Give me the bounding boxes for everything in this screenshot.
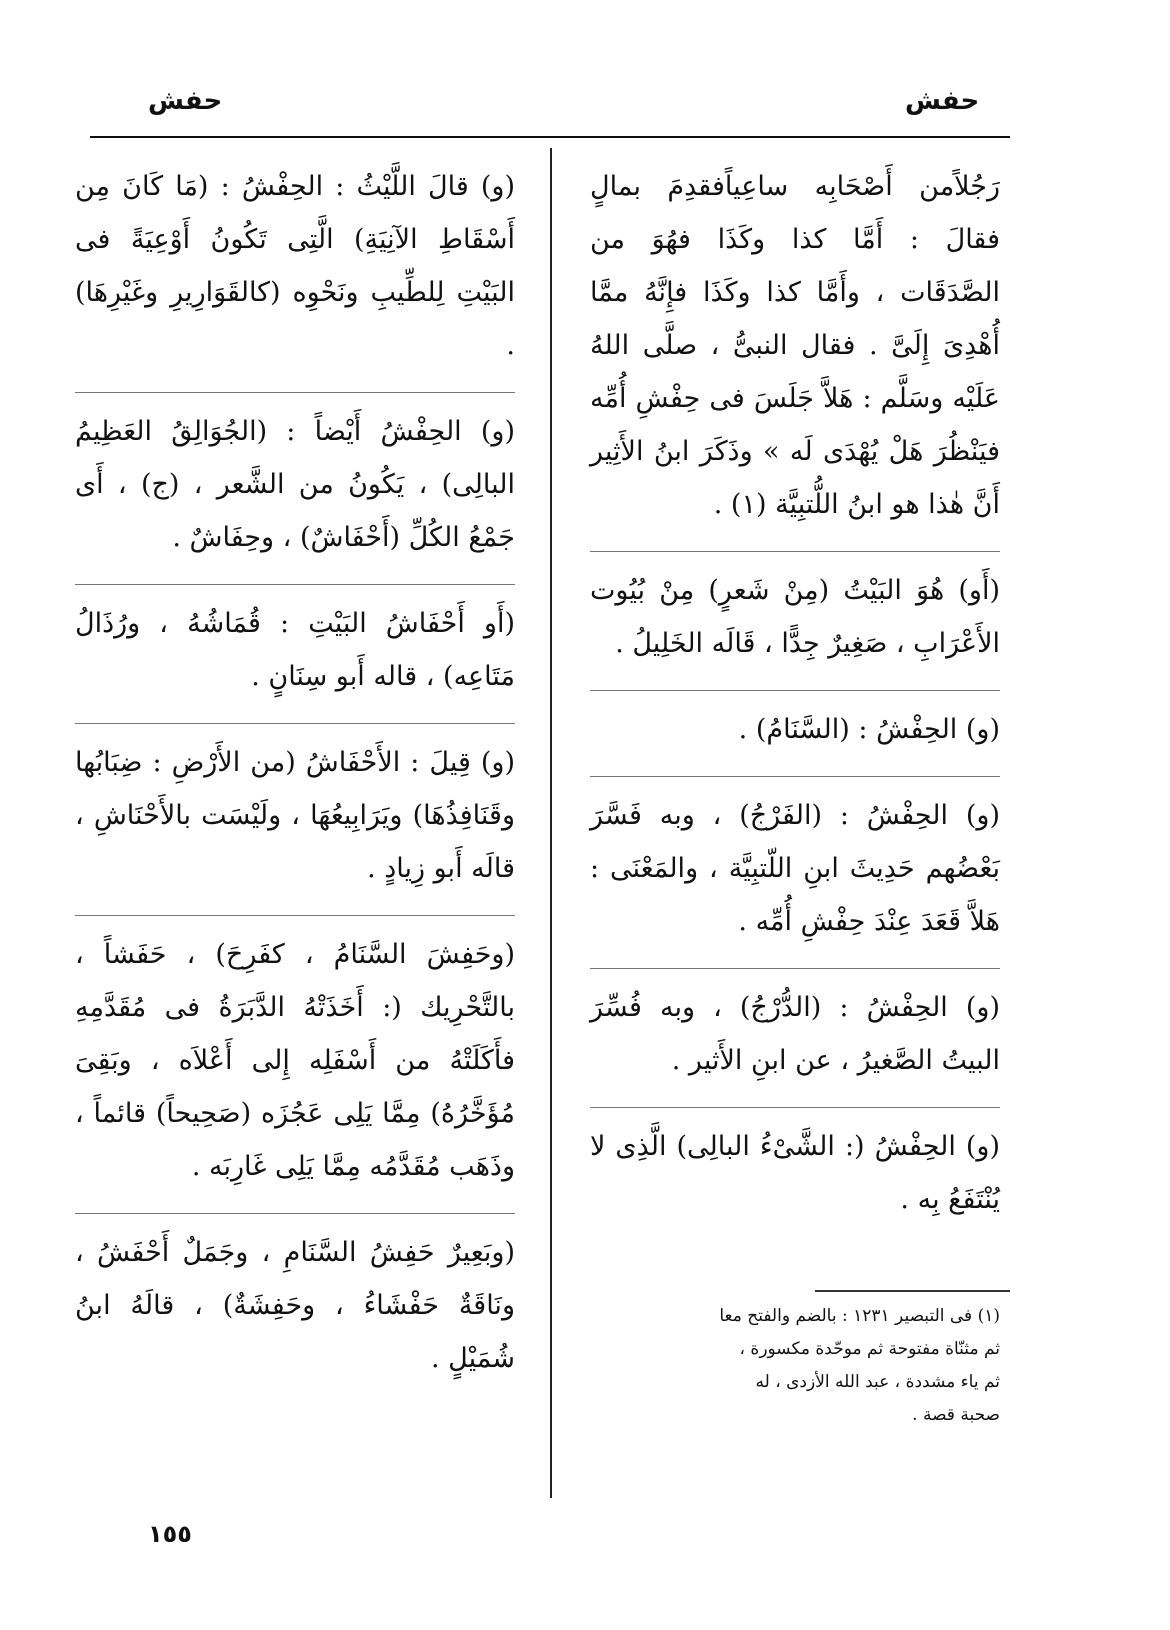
entry-paragraph: (و) الحِفْشُ : (الدُّرْجُ) ، وبه فُسِّرَ البيتُ الصَّغيرُ ، عن ابنِ الأَثير . xyxy=(590,968,1000,1087)
column-divider xyxy=(550,148,552,1498)
entry-paragraph: (وحَفِشَ السَّنَامُ ، كفَرِحَ) ، حَفَشاً ، بالتَّحْرِيك (: أَخَذَتْهُ الدَّبَرَةُ فى مُقَدَّمِهِ فأَكَلَتْهُ من أَسْفَلِه إِلى أَعْلاَه ، وبَقِىَ مُؤَخَّرُهُ) مِمَّا يَلِى عَجُزَه (صَحِيحاً) قائماً ، وذَهَب مُقَدَّمُه مِمَّا يَلِى غَارِبَه . xyxy=(75,915,515,1193)
entry-paragraph: (و) الحِفْشُ : (الفَرْجُ) ، وبه فَسَّرَ بَعْضُهم حَدِيثَ ابنِ اللّتبِيَّة ، والمَعْنَى : هَلاَّ قَعَدَ عِنْدَ حِفْشِ أُمِّه . xyxy=(590,776,1000,948)
left-column xyxy=(75,160,515,1405)
entry-paragraph: (و) قِيلَ : الأَحْفَاشُ (من الأَرْضِ : ضِبَابُها وقَنَافِذُهَا) ويَرَابِيعُهَا ، ولَيْسَت بالأَحْنَاشِ ، قالَه أَبو زِيادٍ . xyxy=(75,723,515,895)
entry-paragraph: (أَو) هُوَ البَيْتُ (مِنْ شَعرٍ) مِنْ بُيُوت الأَعْرَابِ ، صَغِيرٌ جِدًّا ، قَالَه الخَلِيلُ . xyxy=(590,551,1000,670)
footnote-rule xyxy=(815,1290,1010,1292)
right-column xyxy=(590,160,1000,1246)
entry-paragraph: (و) الحِفْشُ أَيْضاً : (الجُوَالِقُ العَظِيمُ البالِى) ، يَكُونُ من الشَّعر ، (ج) ، أَى جَمْعُ الكُلِّ (أَحْفَاشٌ) ، وحِفَاشٌ . xyxy=(75,392,515,564)
footnote-line: ثم ياء مشددة ، عبد الله الأزدى ، له xyxy=(755,1372,1000,1392)
header-rule xyxy=(90,136,1010,138)
footnote-line: (١) فى التبصير ١٢٣١ : بالضم والفتح معا xyxy=(719,1306,1000,1326)
entry-paragraph: رَجُلاًمن أَصْحَابِه ساعِياًفقدِمَ بمالٍ فقالَ : أَمَّا كذا وكَذَا فهُوَ من الصَّدَقَات ، وأَمَّا كذا وكَذَا فإِنَّهُ ممَّا أُهْدِىَ إِلَىَّ . فقال النبىُّ ، صلَّى اللهُ عَلَيْه وسَلَّم : هَلاَّ جَلَسَ فى حِفْشِ أُمِّه فيَنْظُرَ هَلْ يُهْدَى لَه » وذَكَرَ ابنُ الأَثِير أَنَّ هٰذا هو ابنُ اللُّتبِيَّة (١) . xyxy=(590,171,1000,520)
entry-paragraph: (و) الحِفْشُ (: الشَّىْءُ البالِى) الَّذِى لا يُنْتَفَعُ بِه . xyxy=(590,1107,1000,1226)
header-word-right: حفش xyxy=(905,86,980,116)
entry-paragraph: (أَو أَحْفَاشُ البَيْتِ : قُمَاشُهُ ، ورُذَالُ مَتَاعِه) ، قاله أَبو سِنَانٍ . xyxy=(75,584,515,703)
entry-paragraph: (و) قالَ اللَّيْثُ : الحِفْشُ : (مَا كَانَ مِن أَسْقَاطِ الآنِيَةِ) الَّتِى تَكُونُ أَوْعِيَةً فى البَيْتِ لِلطِّيبِ ونَحْوِه (كالقَوَارِيرِ وغَيْرِهَا) . xyxy=(75,171,515,361)
entry-paragraph: (و) الحِفْشُ : (السَّنَامُ) . xyxy=(590,690,1000,756)
entry-paragraph: (وبَعِيرٌ حَفِشُ السَّنَامِ ، وجَمَلٌ أَحْفَشُ ، ونَاقَةٌ حَفْشَاءُ ، وحَفِشَةٌ) ، قالَهُ ابنُ شُمَيْلٍ . xyxy=(75,1213,515,1385)
footnote-line: ثم مثنّاة مفتوحة ثم موحّدة مكسورة ، xyxy=(739,1339,1000,1359)
footnote-line: صحبة قصة . xyxy=(912,1405,1000,1425)
header-word-left: حفش xyxy=(148,86,223,116)
footnote xyxy=(590,1300,1000,1432)
page-number: ١٥٥ xyxy=(148,1520,192,1548)
